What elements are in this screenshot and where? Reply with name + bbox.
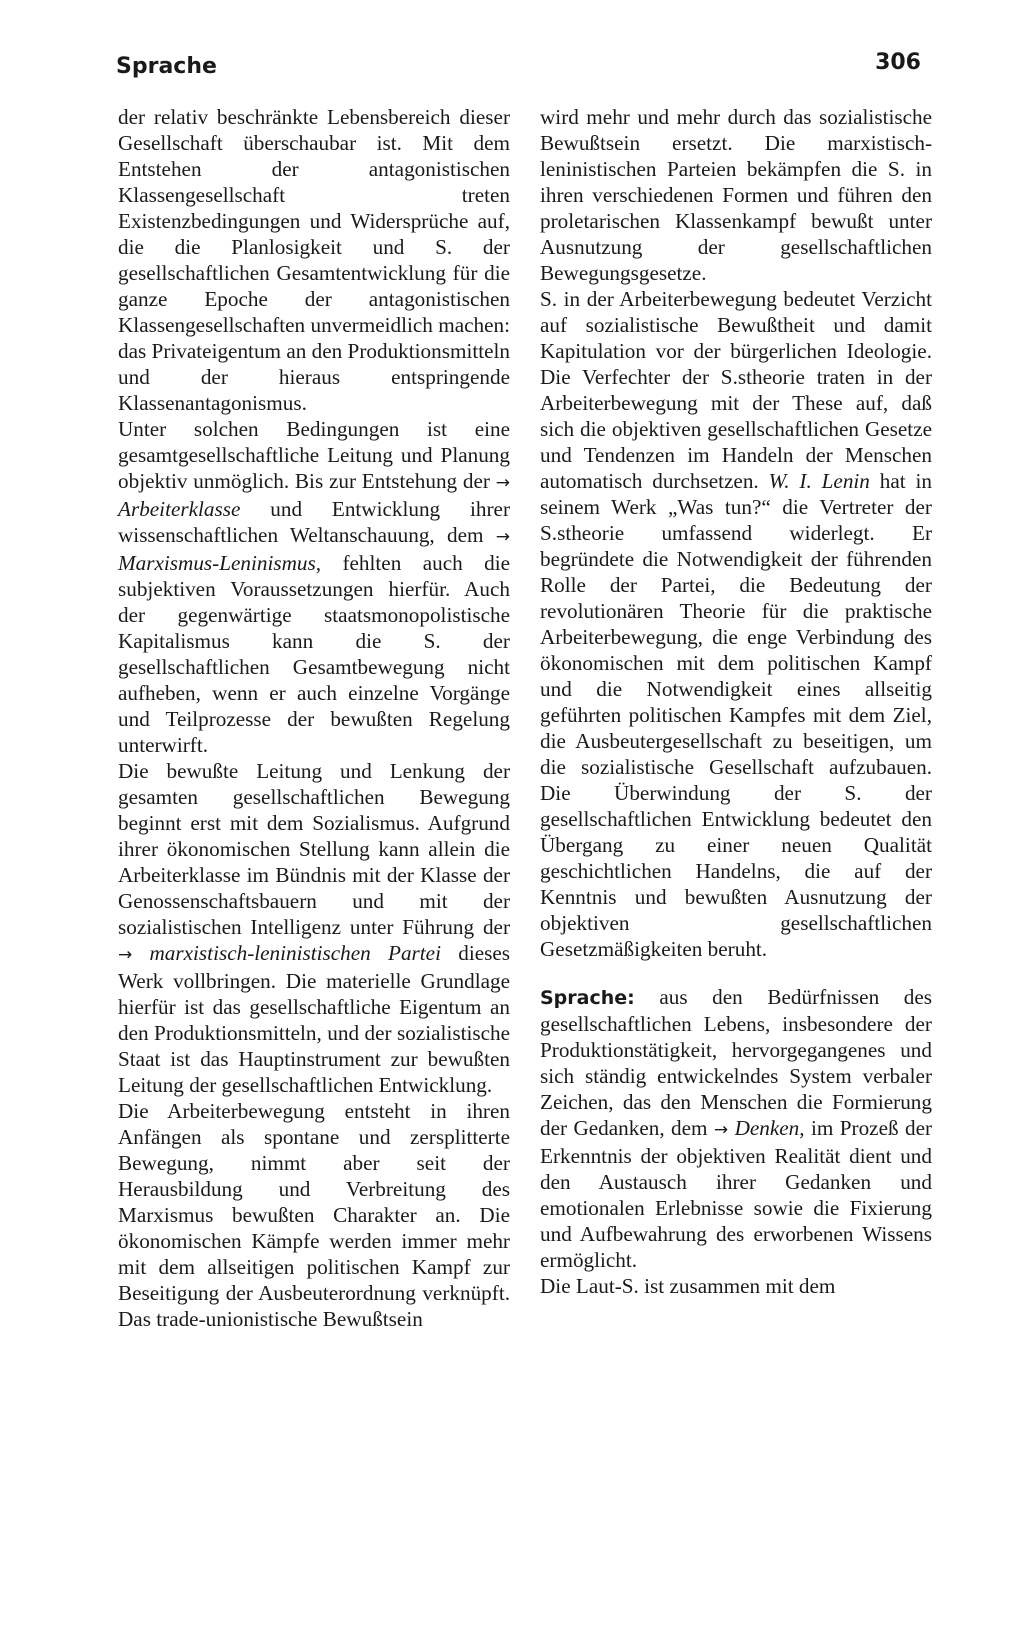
cross-reference: marxistisch-leninistischen Partei	[149, 941, 441, 965]
cross-reference-arrow-icon: →	[118, 945, 133, 965]
paragraph	[540, 286, 932, 962]
text-run: aus den Bedürfnissen des gesellschaftlichen Lebens, insbesondere der Produktionstätigkeit, hervorgegangenes und sich ständig entwickelndes System verbaler Zeichen, das den Menschen die Formierung der Gedanken, dem	[540, 985, 932, 1140]
text-run: Die bewußte Leitung und Lenkung der gesamten gesellschaftlichen Bewegung beginnt erst mit dem Sozialismus. Aufgrund ihrer ökonomischen Stellung kann allein die Arbeiterklasse im Bündnis mit der Klasse der Genossenschaftsbauern und mit der sozialistischen Intelligenz unter Führung der	[118, 759, 510, 939]
text-run: Unter solchen Bedingungen ist eine gesamtgesellschaftliche Leitung und Planung objektiv unmöglich. Bis zur Entstehung der	[118, 417, 510, 493]
page-number: 306	[875, 50, 921, 75]
text-run: fehlten auch die subjektiven Voraussetzungen hierfür. Auch der gegenwärtige staatsmonopolistische Kapitalismus kann die S. der gesellschaftlichen Gesamtbewegung nicht aufheben, wenn er auch einzelne Vorgänge und Teilprozesse der bewußten Regelung unterwirft.	[118, 551, 510, 757]
paragraph: Die Arbeiterbewegung entsteht in ihren Anfängen als spontane und zersplitterte Bewegung, nimmt aber seit der Herausbildung und Verbreitung des Marxismus bewußten Charakter an. Die ökonomischen Kämpfe werden immer mehr mit dem allseitigen politischen Kampf zur Beseitigung der Ausbeuterordnung verknüpft. Das trade-unionistische Bewußtsein	[118, 1099, 510, 1331]
paragraph: wird mehr und mehr durch das sozialistische Bewußtsein ersetzt. Die marxistisch-leninistischen Parteien bekämpfen die S. in ihren verschiedenen Formen und führen den proletarischen Klassenkampf bewußt unter Ausnutzung der gesellschaftlichen Bewegungsgesetze.	[540, 105, 932, 285]
paragraph: der relativ beschränkte Lebensbereich dieser Gesellschaft überschaubar ist. Mit dem Entstehen der antagonistischen Klassengesellschaft treten Existenzbedingungen und Widersprüche auf, die die Planlosigkeit und S. der gesellschaftlichen Gesamtentwicklung für die ganze Epoche der antagonistischen Klassengesellschaften unvermeidlich machen: das Privateigentum an den Produktionsmitteln und der hieraus entspringende Klassenantagonismus.	[118, 105, 510, 415]
entry-lemma: Sprache:	[540, 987, 635, 1009]
text-run: und Entwicklung ihrer wissenschaftlichen Weltanschauung, dem	[118, 497, 511, 547]
left-column	[118, 104, 510, 1332]
dictionary-entry	[540, 984, 932, 1273]
cross-reference-arrow-icon: →	[495, 527, 510, 547]
paragraph	[118, 416, 510, 758]
cross-reference: Arbeiterklasse	[118, 497, 241, 521]
cross-reference-arrow-icon: →	[713, 1120, 729, 1140]
person-name: W. I. Lenin	[768, 469, 870, 493]
right-column	[540, 104, 932, 1299]
paragraph: Die Laut-S. ist zusammen mit dem	[540, 1274, 836, 1298]
text-run: hat in seinem Werk „Was tun?“ die Vertreter der S.stheorie umfassend widerlegt. Er begründete die Notwendigkeit der führenden Rolle der Partei, die Bedeutung der revolutionären Theorie für die praktische Arbeiterbewegung, die enge Verbindung des ökonomischen mit dem politischen Kampf und die Notwendigkeit eines allseitig geführten politischen Kampfes mit dem Ziel, die Ausbeutergesellschaft zu beseitigen, um die sozialistische Gesellschaft aufzubauen. Die Überwindung der S. der gesellschaftlichen Entwicklung bedeutet den Übergang zu einer neuen Qualität geschichtlichen Handelns, die auf der Kenntnis und bewußten Ausnutzung der objektiven gesellschaftlichen Gesetzmäßigkeiten beruht.	[540, 469, 932, 961]
text-run: S. in der Arbeiterbewegung bedeutet Verzicht auf sozialistische Bewußtheit und damit Kapitulation vor der bürgerlichen Ideologie. Die Verfechter der S.stheorie traten in der Arbeiterbewegung mit der These auf, daß sich die objektiven gesellschaftlichen Gesetze und Tendenzen im Handeln der Menschen automatisch durchsetzen.	[540, 287, 932, 493]
cross-reference: Marxismus-Leninismus,	[118, 551, 322, 575]
running-head: Sprache	[116, 54, 217, 79]
cross-reference-arrow-icon: →	[495, 473, 510, 493]
text-run: dieses Werk vollbringen. Die materielle Grundlage hierfür ist das gesellschaftliche Eigentum an den Produktionsmitteln, und der sozialistische Staat ist das Hauptinstrument zur bewußten Leitung der gesellschaftlichen Entwicklung.	[118, 941, 510, 1097]
paragraph	[118, 758, 510, 1098]
text-run: im Prozeß der Erkenntnis der objektiven Realität dient und den Austausch ihrer Gedanken und emotionalen Erlebnisse sowie die Fixierung und Aufbewahrung des erworbenen Wissens ermöglicht.	[540, 1116, 933, 1272]
cross-reference: Denken,	[734, 1116, 805, 1140]
